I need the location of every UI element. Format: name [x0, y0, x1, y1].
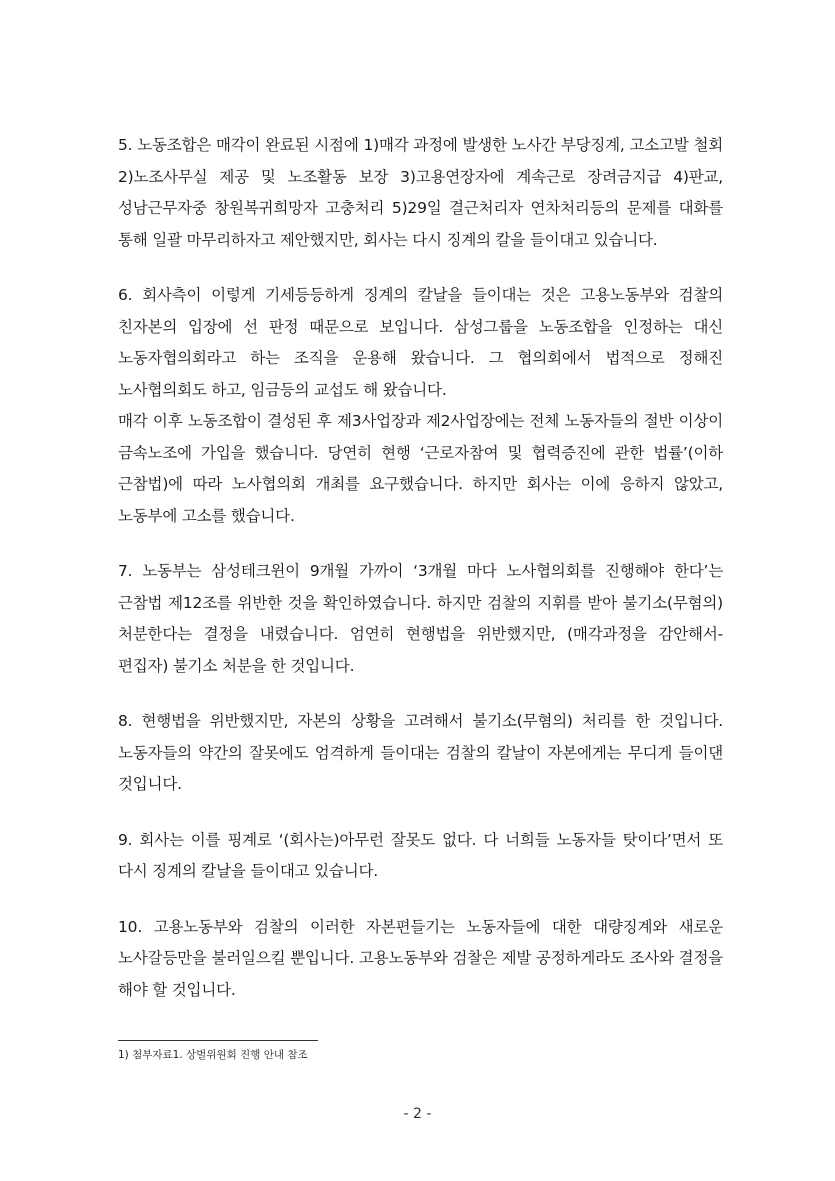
- paragraph-7: 7. 노동부는 삼성테크윈이 9개월 가까이 ‘3개월 마다 노사협의회를 진행해야 한다’는 근참법 제12조를 위반한 것을 확인하였습니다. 하지만 검찰의 지휘를 받아 불기소(무혐의) 처분한다는 결정을 내렸습니다. 엄연히 현행법을 위반했지만, (매각과정을 감안해서- 편집자) 불기소 처분을 한 것입니다.: [118, 562, 723, 675]
- paragraph-8: 8. 현행법을 위반했지만, 자본의 상황을 고려해서 불기소(무혐의) 처리를 한 것입니다. 노동자들의 약간의 잘못에도 엄격하게 들이대는 검찰의 칼날이 자본에게는 무디게 들이댄 것입니다.: [118, 712, 723, 793]
- page-number: - 2 -: [403, 1106, 432, 1122]
- paragraph-9: 9. 회사는 이를 핑계로 ‘(회사는)아무런 잘못도 없다. 다 너희들 노동자들 탓이다’면서 또 다시 징계의 칼날을 들이대고 있습니다.: [118, 830, 723, 880]
- paragraph-6: 6. 회사측이 이렇게 기세등등하게 징계의 칼날을 들이대는 것은 고용노동부와 검찰의 친자본의 입장에 선 판정 때문으로 보입니다. 삼성그룹을 노동조합을 인정하는 대신 노동자협의회라고 하는 조직을 운용해 왔습니다. 그 협의회에서 법적으로 정해진 노사협의회도 하고, 임금등의 교섭도 해 왔습니다. 매각 이후 노동조합이 결성된 후 제3사업장과 제2사업장에는 전체 노동자들의 절반 이상이 금속노조에 가입을 했습니다. 당연히 현행 ‘근로자참여 및 협력증진에 관한 법률’(이하 근참법)에 따라 노사협의회 개최를 요구했습니다. 하지만 회사는 이에 응하지 않았고, 노동부에 고소를 했습니다.: [118, 286, 723, 525]
- footnote: 1) 첨부자료1. 상벌위원회 진행 안내 참조: [118, 1049, 308, 1061]
- paragraph-5: 5. 노동조합은 매각이 완료된 시점에 1)매각 과정에 발생한 노사간 부당징계, 고소고발 철회 2)노조사무실 제공 및 노조활동 보장 3)고용연장자에 계속근로 장려금지급 4)판교, 성남근무자중 창원복귀희망자 고충처리 5)29일 결근처리자 연차처리등의 문제를 대화를 통해 일괄 마무리하자고 제안했지만, 회사는 다시 징계의 칼을 들이대고 있습니다.: [118, 136, 723, 249]
- footnote-divider: [118, 1040, 318, 1041]
- paragraph-10: 10. 고용노동부와 검찰의 이러한 자본편들기는 노동자들에 대한 대량징계와 새로운 노사갈등만을 불러일으킬 뿐입니다. 고용노동부와 검찰은 제발 공정하게라도 조사와 결정을 해야 할 것입니다.: [118, 917, 723, 999]
